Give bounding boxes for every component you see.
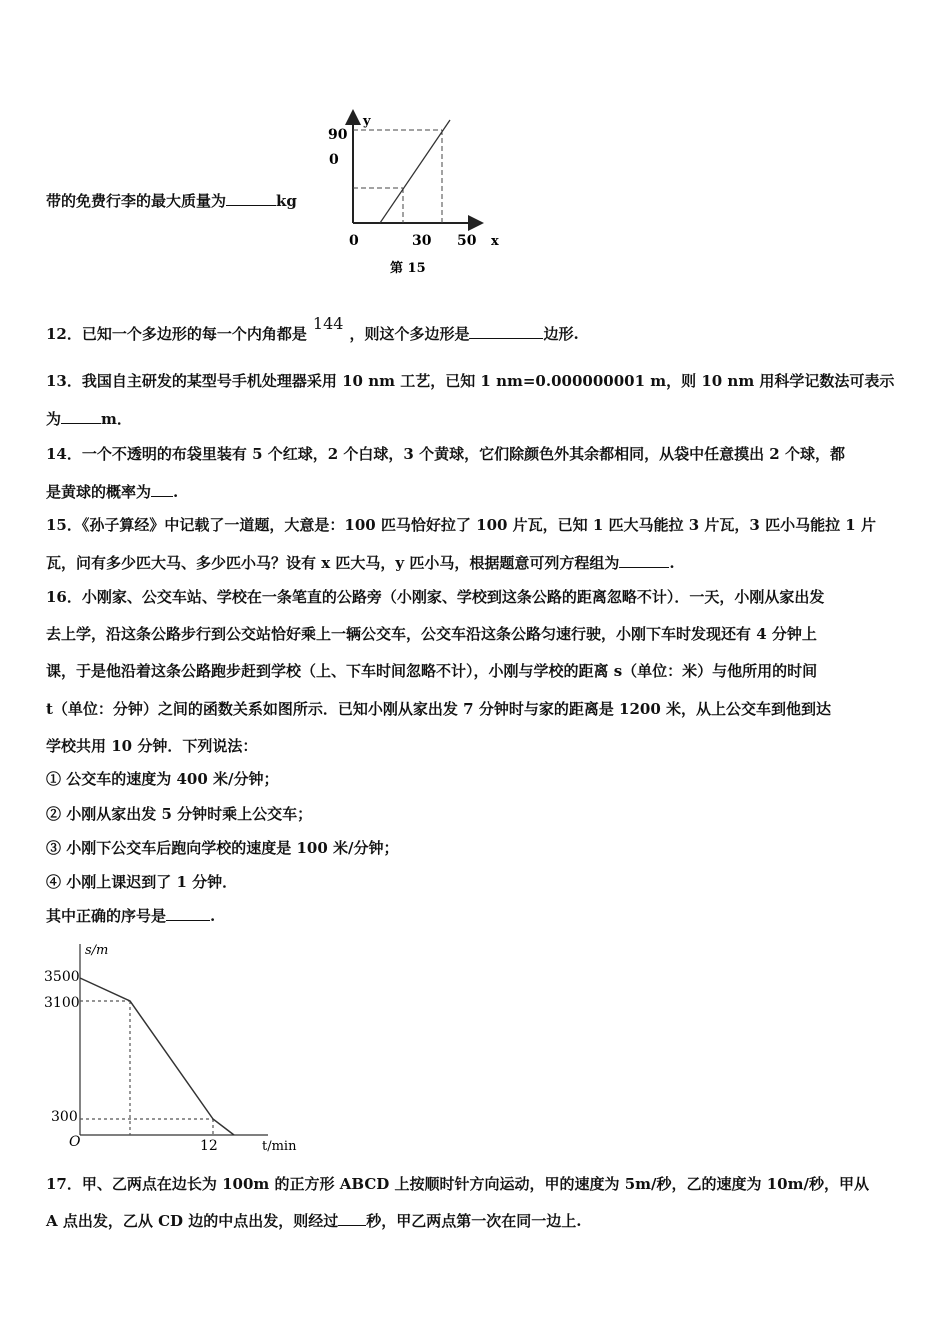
question-15-line1 [46, 514, 876, 535]
q14-number: 14． [46, 445, 82, 463]
q16-option-4-text: ④ 小刚上课迟到了 1 分钟． [46, 873, 238, 891]
figure-16 [40, 938, 310, 1158]
question-14-line2 [46, 481, 178, 502]
question-17-line1 [46, 1173, 869, 1194]
fig16-y-3100: 3100 [44, 995, 80, 1011]
fig15-y-tick-90: 90 [328, 127, 348, 143]
q16-line3: 课，于是他沿着这条公路跑步赶到学校（上、下车时间忽略不计），小刚与学校的距离 s（单位：米）与他所用的时间 [46, 662, 818, 680]
q16-ask-a: 其中正确的序号是 [46, 907, 167, 925]
q11-text: 带的免费行李的最大质量为 [46, 192, 227, 210]
q14-line1: 一个不透明的布袋里装有 5 个红球，2 个白球，3 个黄球，它们除颜色外其余都相同，从袋中任意摸出 2 个球，都 [81, 445, 845, 463]
q14-answer-blank[interactable] [151, 482, 173, 497]
question-12 [46, 314, 579, 344]
q12-number: 12． [46, 325, 82, 343]
q12-text-c: 边形. [543, 325, 579, 343]
q14-line2-b: . [173, 483, 179, 501]
q16-number: 16． [46, 588, 82, 606]
question-17-line2 [46, 1210, 582, 1231]
q16-option-3 [46, 837, 398, 858]
figure-15 [320, 105, 520, 285]
question-14-line1 [46, 443, 845, 464]
q12-angle: 144 [312, 314, 344, 333]
question-13-line2 [46, 408, 132, 429]
fig15-origin: 0 [349, 233, 359, 249]
question-15-line2 [46, 552, 675, 573]
q16-option-2 [46, 803, 312, 824]
q16-line5: 学校共用 10 分钟．下列说法： [46, 737, 258, 755]
q17-line1: 甲、乙两点在边长为 100m 的正方形 ABCD 上按顺时针方向运动，甲的速度为 5m/秒，乙的速度为 10m/秒，甲从 [81, 1175, 869, 1193]
fig16-y-3500: 3500 [44, 969, 80, 985]
q12-text-a: 已知一个多边形的每一个内角都是 [81, 325, 307, 343]
q16-option-4 [46, 871, 237, 892]
q16-line1: 小刚家、公交车站、学校在一条笔直的公路旁（小刚家、学校到这条公路的距离忽略不计）．一天，小刚从家出发 [81, 588, 825, 606]
question-16-line4 [46, 698, 831, 719]
q14-line2-a: 是黄球的概率为 [46, 483, 152, 501]
fig16-y-300: 300 [51, 1109, 78, 1125]
q17-line2-b: 秒，甲乙两点第一次在同一边上. [366, 1212, 582, 1230]
q17-answer-blank[interactable] [338, 1211, 366, 1226]
question-16-line3 [46, 660, 817, 681]
q16-line2: 去上学，沿这条公路步行到公交站恰好乘上一辆公交车，公交车沿这条公路匀速行驶，小刚下车时发现还有 4 分钟上 [46, 625, 817, 643]
q16-option-1 [46, 768, 278, 789]
fig15-x-tick-50: 50 [457, 233, 477, 249]
q16-ask [46, 905, 215, 926]
question-16-line1 [46, 586, 824, 607]
fig15-x-tick-30: 30 [412, 233, 432, 249]
fig16-origin: O [69, 1134, 81, 1150]
q13-line2-a: 为 [46, 410, 62, 428]
q11-tail [46, 190, 297, 211]
fig15-y-tick-0: 0 [329, 152, 339, 168]
question-13-line1 [46, 370, 894, 391]
q16-line4: t（单位：分钟）之间的函数关系如图所示．已知小刚从家出发 7 分钟时与家的距离是 1200 米，从上公交车到他到达 [46, 700, 832, 718]
fig16-graph-line [80, 978, 234, 1135]
fig16-x-12: 12 [200, 1138, 218, 1154]
q15-line2-b: . [669, 554, 675, 572]
q16-ask-b: . [210, 907, 216, 925]
q15-line1: 《孙子算经》中记载了一道题，大意是：100 匹马恰好拉了 100 片瓦，已知 1 匹大马能拉 3 片瓦，3 匹小马能拉 1 片 [81, 516, 876, 534]
fig15-caption: 第 15 [390, 261, 426, 276]
q12-text-b: ，则这个多边形是 [349, 325, 470, 343]
q13-answer-blank[interactable] [61, 409, 101, 424]
question-16-line5 [46, 735, 257, 756]
q15-answer-blank[interactable] [619, 553, 669, 568]
q17-line2-a: A 点出发，乙从 CD 边的中点出发，则经过 [46, 1212, 339, 1230]
q16-answer-blank[interactable] [166, 906, 210, 921]
fig16-x-label: t/min [262, 1139, 297, 1154]
q13-number: 13． [46, 372, 82, 390]
q13-line2-b: m． [101, 410, 132, 428]
q15-line2-a: 瓦，问有多少匹大马、多少匹小马？设有 x 匹大马，y 匹小马，根据题意可列方程组为 [46, 554, 620, 572]
q16-option-2-text: ② 小刚从家出发 5 分钟时乘上公交车； [46, 805, 313, 823]
fig15-graph-line [380, 120, 450, 223]
question-16-line2 [46, 623, 817, 644]
q13-line1: 我国自主研发的某型号手机处理器采用 10 nm 工艺，已知 1 nm=0.000000001 m，则 10 nm 用科学记数法可表示 [81, 372, 895, 390]
q16-option-3-text: ③ 小刚下公交车后跑向学校的速度是 100 米/分钟； [46, 839, 399, 857]
q11-unit: kg [276, 192, 297, 210]
q12-answer-blank[interactable] [469, 324, 543, 339]
fig15-x-label: x [491, 234, 499, 249]
q16-option-1-text: ① 公交车的速度为 400 米/分钟； [46, 770, 279, 788]
q11-answer-blank[interactable] [226, 191, 276, 206]
fig16-y-label: s/m [85, 943, 109, 958]
q17-number: 17． [46, 1175, 82, 1193]
q15-number: 15． [46, 516, 82, 534]
fig15-y-label: y [363, 114, 371, 129]
